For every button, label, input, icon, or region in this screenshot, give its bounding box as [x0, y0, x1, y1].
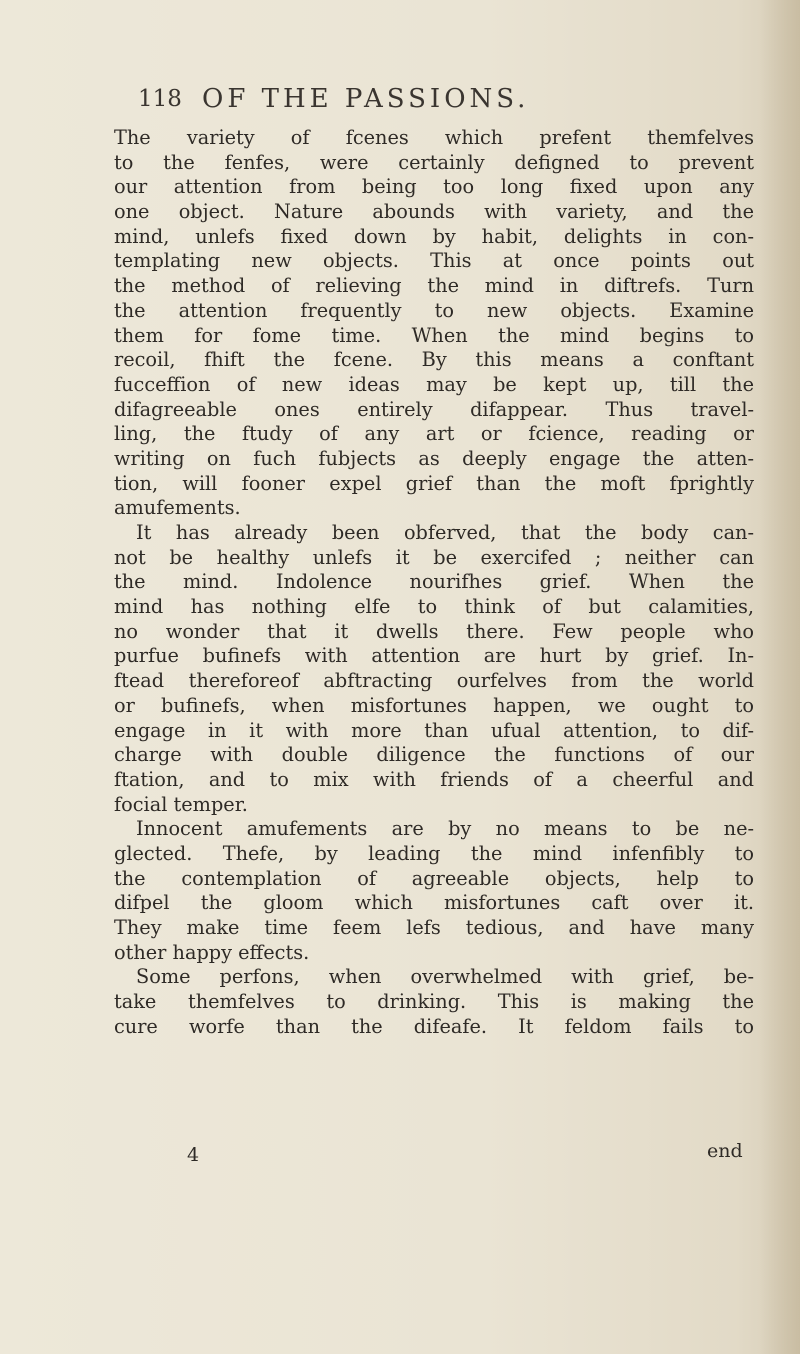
- text-line: mind, unlefs fixed down by habit, delights in con-: [114, 224, 754, 248]
- text-line: glected. Thefe, by leading the mind infenfibly to: [114, 841, 754, 865]
- text-line: them for fome time. When the mind begins to: [114, 323, 754, 347]
- text-line: ftation, and to mix with friends of a cheerful and: [114, 767, 754, 791]
- text-line: the attention frequently to new objects. Examine: [114, 298, 754, 322]
- text-line: fucceffion of new ideas may be kept up, till the: [114, 372, 754, 396]
- text-line: ling, the ftudy of any art or fcience, reading or: [114, 422, 754, 446]
- text-line: purfue bufinefs with attention are hurt by grief. In-: [114, 644, 754, 668]
- text-line: or bufinefs, when misfortunes happen, we ought to: [114, 693, 754, 717]
- text-line: The variety of fcenes which prefent themfelves: [114, 126, 754, 149]
- text-line: engage in it with more than ufual attention, to dif-: [114, 718, 754, 742]
- text-line: amufements.: [114, 496, 241, 520]
- page-header: [138, 84, 658, 118]
- text-line: the method of relieving the mind in diftrefs. Turn: [114, 274, 754, 298]
- text-line: the contemplation of agreeable objects, help to: [114, 866, 754, 890]
- text-line: the mind. Indolence nourifhes grief. When the: [114, 570, 754, 594]
- text-line: It has already been obferved, that the body can-: [136, 521, 754, 544]
- signature-mark: 4: [187, 1144, 200, 1166]
- text-line: one object. Nature abounds with variety, and the: [114, 200, 754, 224]
- text-line: take themfelves to drinking. This is making the: [114, 990, 754, 1014]
- body-text: [114, 126, 754, 1039]
- text-line: to the fenfes, were certainly defigned to prevent: [114, 150, 754, 174]
- text-line: mind has nothing elfe to think of but calamities,: [114, 595, 754, 619]
- text-line: Innocent amufements are by no means to be ne-: [136, 817, 754, 841]
- text-line: writing on fuch fubjects as deeply engage the atten-: [114, 446, 754, 470]
- text-line: tion, will fooner expel grief than the moft fprightly: [114, 471, 754, 495]
- text-line: They make time feem lefs tedious, and have many: [114, 916, 754, 939]
- text-line: ftead thereforeof abftracting ourfelves from the world: [114, 669, 754, 693]
- text-line: focial temper.: [114, 792, 248, 816]
- text-line: recoil, fhift the fcene. By this means a conftant: [114, 348, 754, 372]
- text-line: cure worfe than the difeafe. It feldom fails to: [114, 1014, 754, 1038]
- text-line: templating new objects. This at once points out: [114, 249, 754, 273]
- text-line: charge with double diligence the functions of our: [114, 743, 754, 767]
- text-line: our attention from being too long fixed upon any: [114, 175, 754, 199]
- text-line: other happy effects.: [114, 940, 310, 964]
- text-line: difagreeable ones entirely difappear. Thus travel-: [114, 397, 754, 421]
- page-footer: [0, 1140, 800, 1172]
- text-line: not be healthy unlefs it be exercifed ; neither can: [114, 545, 754, 569]
- page-number: 118: [138, 86, 182, 112]
- text-line: difpel the gloom which misfortunes caft over it.: [114, 891, 754, 915]
- catchword: end: [707, 1140, 743, 1162]
- running-head: OF THE PASSIONS.: [202, 84, 530, 114]
- text-line: Some perfons, when overwhelmed with grief, be-: [136, 965, 754, 989]
- text-line: no wonder that it dwells there. Few people who: [114, 619, 754, 643]
